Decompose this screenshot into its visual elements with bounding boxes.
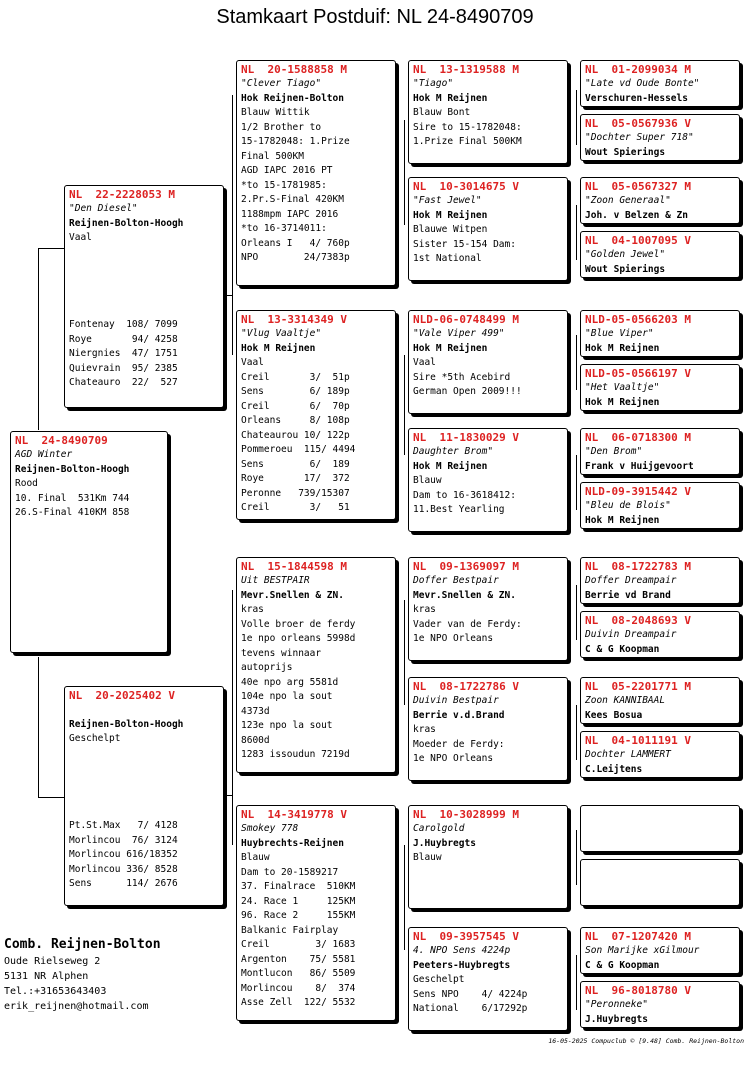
pedigree-card-g3g <box>408 805 568 909</box>
info-line: Final 500KM <box>241 150 304 162</box>
pedigree-card-g1b <box>64 686 224 906</box>
pigeon-name: "Zoon Generaal" <box>585 195 671 206</box>
info-line: Pommeroeu 115/ 4494 <box>241 444 356 455</box>
breeder-name: Hok M Reijnen <box>585 396 660 408</box>
connector-line <box>38 248 39 430</box>
connector-line <box>404 355 405 455</box>
connector-line <box>576 955 577 1010</box>
pigeon-name: Doffer Bestpair <box>413 575 499 586</box>
pigeon-name: 4. NPO Sens 4224p <box>413 945 511 956</box>
pedigree-card-g3h <box>408 927 568 1031</box>
pedigree-card-g3a <box>408 60 568 164</box>
pedigree-card-g4e <box>580 310 740 357</box>
pigeon-name: Duivin Bestpair <box>413 695 499 706</box>
breeder-name: Wout Spierings <box>585 263 666 275</box>
breeder-name: C.Leijtens <box>585 763 643 775</box>
info-line: Chateaurou 10/ 122p <box>241 429 350 441</box>
info-line: 1st National <box>413 253 482 264</box>
pedigree-card-g4k <box>580 677 740 724</box>
breeder-name: Wout Spierings <box>585 146 666 158</box>
breeder-name: C & G Koopman <box>585 959 660 971</box>
breeder-name: Peeters-Huybregts <box>413 959 511 971</box>
info-line: Chateauro 22/ 527 <box>69 377 178 388</box>
pigeon-name: Zoon KANNIBAAL <box>585 695 666 706</box>
info-line: Volle broer de ferdy <box>241 618 356 630</box>
info-line: kras <box>413 604 436 615</box>
ring-number: NL 08-1722786 V <box>413 680 519 693</box>
pigeon-name: "Vlug Vaaltje" <box>241 328 322 339</box>
ring-number: NL 06-0718300 M <box>585 431 691 444</box>
ring-number: NLD-09-3915442 V <box>585 485 691 498</box>
pigeon-name: "Tiago" <box>413 78 454 89</box>
info-line: 11.Best Yearling <box>413 504 505 515</box>
connector-line <box>576 90 577 145</box>
ring-number: NL 14-3419778 V <box>241 808 347 821</box>
ring-number: NL 11-1830029 V <box>413 431 519 444</box>
breeder-name: Hok M Reijnen <box>413 460 488 472</box>
pedigree-card-g3c <box>408 310 568 414</box>
info-line <box>69 304 219 319</box>
ring-number: NL 04-1007095 V <box>585 234 691 247</box>
page-title: Stamkaart Postduif: NL 24-8490709 <box>216 6 534 28</box>
ring-number: NLD-05-0566203 M <box>585 313 691 326</box>
pigeon-name: Doffer Dreampair <box>585 575 677 586</box>
connector-line <box>576 585 577 640</box>
connector-line <box>225 795 232 796</box>
info-line: *to 15-1781985: <box>241 179 327 191</box>
breeder-name: Mevr.Snellen & ZN. <box>241 589 344 601</box>
info-line: Sens 6/ 189 <box>241 458 350 470</box>
info-line <box>69 260 219 275</box>
connector-line <box>404 845 405 950</box>
info-line: National 6/17292p <box>413 1003 528 1014</box>
ring-number: NL 05-0567936 V <box>585 117 691 130</box>
info-line: 8600d <box>241 734 270 746</box>
info-line <box>69 805 219 820</box>
owner-email: erik_reijnen@hotmail.com <box>4 1001 149 1012</box>
info-line: German Open 2009!!! <box>413 386 522 397</box>
pedigree-card-g4a <box>580 60 740 107</box>
info-line: Roye 94/ 4258 <box>69 333 178 345</box>
info-line: 104e npo la sout <box>241 691 333 702</box>
info-line: Fontenay 108/ 7099 <box>69 319 178 330</box>
ring-number: NL 24-8490709 <box>15 434 108 447</box>
info-line <box>69 246 219 261</box>
info-line: Blauw <box>241 852 270 863</box>
connector-line <box>576 455 577 510</box>
ring-number: NL 08-2048693 V <box>585 614 691 627</box>
pedigree-card-g4c <box>580 177 740 224</box>
breeder-name: Hok M Reijnen <box>413 342 488 354</box>
pigeon-name: "Het Vaaltje" <box>585 382 660 393</box>
breeder-name: J.Huybregts <box>585 1013 648 1025</box>
info-line: Sens NPO 4/ 4224p <box>413 988 528 1000</box>
info-line: 15-1782048: 1.Prize <box>241 136 350 147</box>
pedigree-card-g4g <box>580 428 740 475</box>
info-line: 26.S-Final 410KM 858 <box>15 507 130 518</box>
info-line <box>69 761 219 776</box>
info-line: Argenton 75/ 5581 <box>241 953 356 965</box>
info-line: Blauw <box>413 475 442 486</box>
pedigree-card-g4f <box>580 364 740 411</box>
pigeon-name: "Golden Jewel" <box>585 249 666 260</box>
info-line: Sire to 15-1782048: <box>413 121 522 133</box>
info-line: Vaal <box>69 232 92 243</box>
pedigree-card-g2c <box>236 557 396 773</box>
ring-number: NL 09-3957545 V <box>413 930 519 943</box>
info-line: NPO 24/7383p <box>241 252 350 263</box>
breeder-name: Reijnen-Bolton-Hoogh <box>15 463 130 475</box>
owner-phone: Tel.:+31653643403 <box>4 986 107 997</box>
info-line: Blauw <box>413 852 442 863</box>
info-line: Dam to 20-1589217 <box>241 866 339 878</box>
breeder-name: Reijnen-Bolton-Hoogh <box>69 217 184 229</box>
footer-text: 16-05-2025 Compuclub © [9.48] Comb. Reijnen-Bolton <box>548 1037 744 1045</box>
pigeon-name: "Den Brom" <box>585 446 643 457</box>
pigeon-name: "Bleu de Blois" <box>585 500 671 511</box>
info-line: Sister 15-154 Dam: <box>413 238 516 250</box>
pedigree-card-g4o <box>580 927 740 974</box>
info-line: tevens winnaar <box>241 647 322 659</box>
info-line: Asse Zell 122/ 5532 <box>241 997 356 1008</box>
info-line <box>69 747 219 762</box>
ring-number: NL 22-2228053 M <box>69 188 175 201</box>
pigeon-name: "Fast Jewel" <box>413 195 482 206</box>
info-line: Blauw Wittik <box>241 107 310 118</box>
info-line: Blauw Bont <box>413 107 471 118</box>
connector-line <box>38 248 65 249</box>
info-line: *to 16-3714011: <box>241 223 327 234</box>
info-line: Pt.St.Max 7/ 4128 <box>69 820 178 831</box>
pigeon-name: Dochter LAMMERT <box>585 749 671 760</box>
pedigree-card-g2a <box>236 60 396 286</box>
breeder-name: Reijnen-Bolton-Hoogh <box>69 718 184 730</box>
info-line: AGD IAPC 2016 PT <box>241 165 333 176</box>
pedigree-card-g4j <box>580 611 740 658</box>
breeder-name: C & G Koopman <box>585 643 660 655</box>
info-line: Rood <box>15 478 38 489</box>
ring-number: NL 20-1588858 M <box>241 63 347 76</box>
owner-city: 5131 NR Alphen <box>4 971 89 982</box>
pedigree-card-g3f <box>408 677 568 781</box>
owner-address: Oude Rielseweg 2 <box>4 956 101 967</box>
info-line: Orleans I 4/ 760p <box>241 237 350 249</box>
ring-number: NLD-05-0566197 V <box>585 367 691 380</box>
ring-number: NL 05-0567327 M <box>585 180 691 193</box>
info-line: Niergnies 47/ 1751 <box>69 348 178 359</box>
breeder-name: Joh. v Belzen & Zn <box>585 209 688 221</box>
pedigree-card-g4m <box>580 805 740 852</box>
ring-number: NL 05-2201771 M <box>585 680 691 693</box>
info-line: Quievrain 95/ 2385 <box>69 362 178 374</box>
pigeon-name: "Peronneke" <box>585 999 648 1010</box>
info-line: 1e NPO Orleans <box>413 633 494 644</box>
pigeon-name: Duivin Dreampair <box>585 629 677 640</box>
info-line: 1.Prize Final 500KM <box>413 136 522 147</box>
info-line: 1188mpm IAPC 2016 <box>241 208 339 220</box>
breeder-name: Hok M Reijnen <box>585 342 660 354</box>
breeder-name: Hok M Reijnen <box>241 342 316 354</box>
connector-line <box>576 335 577 390</box>
pedigree-card-g4h <box>580 482 740 529</box>
info-line: Vaal <box>241 357 264 368</box>
ring-number: NLD-06-0748499 M <box>413 313 519 326</box>
ring-number: NL 13-3314349 V <box>241 313 347 326</box>
info-line: 4373d <box>241 705 270 717</box>
info-line: kras <box>241 604 264 615</box>
ring-number: NL 10-3028999 M <box>413 808 519 821</box>
connector-line <box>38 797 65 798</box>
pigeon-name: Uit BESTPAIR <box>241 575 310 586</box>
info-line: Sens 6/ 189p <box>241 386 350 397</box>
breeder-name: Berrie vd Brand <box>585 589 671 601</box>
connector-line <box>404 120 405 225</box>
pigeon-name: "Dochter Super 718" <box>585 132 694 143</box>
info-line: Dam to 16-3618412: <box>413 489 516 501</box>
pedigree-card-g4b <box>580 114 740 161</box>
ring-number: NL 01-2099034 M <box>585 63 691 76</box>
pedigree-card-g4p <box>580 981 740 1028</box>
info-line: 96. Race 2 155KM <box>241 910 356 921</box>
ring-number: NL 04-1011191 V <box>585 734 691 747</box>
pigeon-name: Carolgold <box>413 823 465 834</box>
info-line <box>69 790 219 805</box>
info-line: Orleans 8/ 108p <box>241 415 350 426</box>
pedigree-card-g4l <box>580 731 740 778</box>
breeder-name: Hok M Reijnen <box>413 92 488 104</box>
info-line: Peronne 739/15307 <box>241 487 350 499</box>
ring-number: NL 96-8018780 V <box>585 984 691 997</box>
pedigree-card-g1a <box>64 185 224 408</box>
breeder-name: Berrie v.d.Brand <box>413 709 505 721</box>
ring-number: NL 10-3014675 V <box>413 180 519 193</box>
info-line: Creil 3/ 1683 <box>241 939 356 950</box>
connector-line <box>576 830 577 885</box>
info-line: 1e NPO Orleans <box>413 753 494 764</box>
info-line: Creil 6/ 70p <box>241 400 350 412</box>
owner-name: Comb. Reijnen-Bolton <box>4 937 161 952</box>
info-line <box>69 289 219 304</box>
info-line: Vaal <box>413 357 436 368</box>
breeder-name: Hok M Reijnen <box>585 514 660 526</box>
info-line: Vader van de Ferdy: <box>413 618 522 630</box>
connector-line <box>225 295 232 296</box>
owner-block <box>4 936 161 1014</box>
pigeon-name: "Blue Viper" <box>585 328 654 339</box>
info-line: Montlucon 86/ 5509 <box>241 968 356 979</box>
info-line: autoprijs <box>241 662 293 673</box>
info-line: kras <box>413 724 436 735</box>
pigeon-name: Smokey 778 <box>241 823 299 834</box>
info-line: 10. Final 531Km 744 <box>15 492 130 504</box>
pedigree-card-g3b <box>408 177 568 281</box>
pigeon-name: "Vale Viper 499" <box>413 328 505 339</box>
info-line: 40e npo arg 5581d <box>241 676 339 688</box>
breeder-name: Hok Reijnen-Bolton <box>241 92 344 104</box>
connector-line <box>38 657 39 797</box>
breeder-name: Verschuren-Hessels <box>585 92 688 104</box>
connector-line <box>232 95 233 355</box>
connector-line <box>576 205 577 260</box>
ring-number: NL 20-2025402 V <box>69 689 175 702</box>
ring-number: NL 07-1207420 M <box>585 930 691 943</box>
ring-number: NL 13-1319588 M <box>413 63 519 76</box>
pedigree-card-g4i <box>580 557 740 604</box>
breeder-name: J.Huybregts <box>413 837 476 849</box>
pedigree-card-g4d <box>580 231 740 278</box>
ring-number: NL 15-1844598 M <box>241 560 347 573</box>
info-line: Sens 114/ 2676 <box>69 878 178 889</box>
info-line <box>69 703 219 718</box>
pigeon-name: "Late vd Oude Bonte" <box>585 78 700 89</box>
info-line: 1283 issoudun 7219d <box>241 749 350 760</box>
pedigree-card-g2b <box>236 310 396 520</box>
pigeon-name: AGD Winter <box>15 449 73 460</box>
pedigree-card-g3e <box>408 557 568 661</box>
pigeon-name: Daughter Brom" <box>413 446 494 457</box>
info-line: Blauwe Witpen <box>413 224 488 235</box>
pigeon-name: Son Marijke xGilmour <box>585 945 700 956</box>
breeder-name: Mevr.Snellen & ZN. <box>413 589 516 601</box>
info-line: Geschelpt <box>69 733 121 744</box>
pigeon-name: "Den Diesel" <box>69 203 138 214</box>
breeder-name: Huybrechts-Reijnen <box>241 837 344 849</box>
info-line <box>69 275 219 290</box>
info-line: Roye 17/ 372 <box>241 473 350 484</box>
pedigree-card-g4n <box>580 859 740 906</box>
info-line: 37. Finalrace 510KM <box>241 881 356 892</box>
info-line: Balkanic Fairplay <box>241 924 339 936</box>
connector-line <box>576 705 577 760</box>
pedigree-card-g3d <box>408 428 568 532</box>
breeder-name: Kees Bosua <box>585 709 643 721</box>
info-line: 2.Pr.S-Final 420KM <box>241 194 344 205</box>
breeder-name: Frank v Huijgevoort <box>585 460 694 472</box>
info-line: Morlincou 8/ 374 <box>241 982 356 994</box>
info-line <box>69 776 219 791</box>
info-line: Creil 3/ 51p <box>241 371 350 383</box>
info-line: Sire *5th Acebird <box>413 371 511 383</box>
info-line: Morlincou 76/ 3124 <box>69 834 178 846</box>
info-line: Morlincou 336/ 8528 <box>69 863 178 875</box>
info-line: 1e npo orleans 5998d <box>241 633 356 644</box>
connector-line <box>404 600 405 705</box>
info-line: 24. Race 1 125KM <box>241 895 356 907</box>
info-line: Geschelpt <box>413 974 465 985</box>
pigeon-name: "Clever Tiago" <box>241 78 322 89</box>
info-line: 123e npo la sout <box>241 720 333 731</box>
breeder-name: Hok M Reijnen <box>413 209 488 221</box>
pedigree-card-g0 <box>10 431 168 653</box>
info-line: Moeder de Ferdy: <box>413 738 505 750</box>
ring-number: NL 09-1369097 M <box>413 560 519 573</box>
info-line: Creil 3/ 51 <box>241 502 350 513</box>
ring-number: NL 08-1722783 M <box>585 560 691 573</box>
connector-line <box>232 590 233 845</box>
info-line: Morlincou 616/18352 <box>69 849 178 860</box>
info-line: 1/2 Brother to <box>241 121 322 133</box>
pedigree-card-g2d <box>236 805 396 1021</box>
